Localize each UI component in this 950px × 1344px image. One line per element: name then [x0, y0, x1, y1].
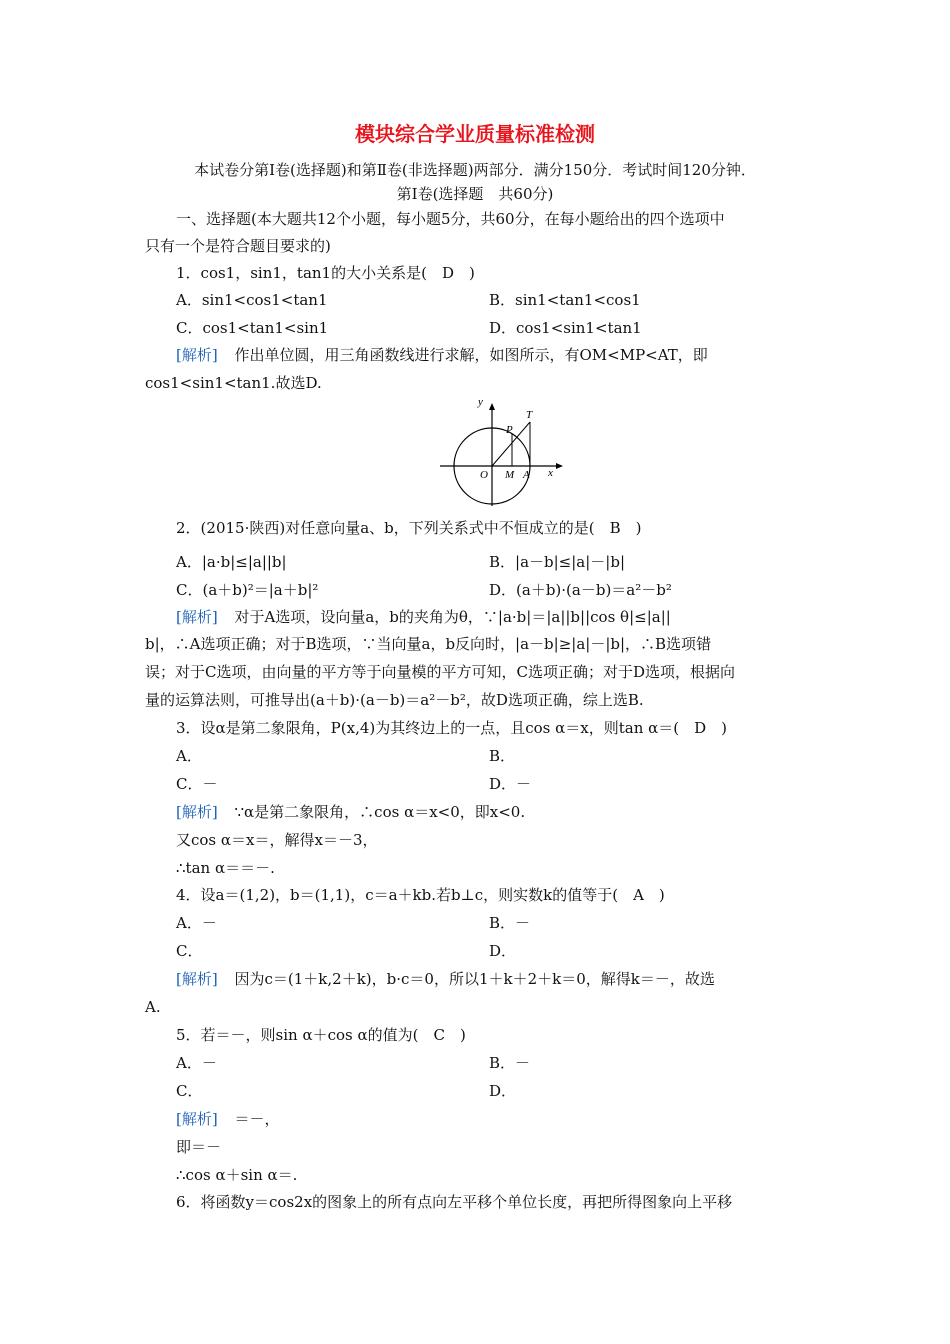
- q4-option-a: A．－: [176, 914, 217, 932]
- q1-analysis-text: 作出单位圆，用三角函数线进行求解，如图所示，有OM<MP<AT，即: [234, 346, 708, 364]
- q3-option-b: B．: [489, 747, 516, 765]
- label-a: A: [523, 469, 530, 481]
- q3-option-c: C．－: [176, 775, 218, 793]
- label-m: M: [505, 469, 515, 481]
- label-y: y: [478, 400, 483, 408]
- page-title: 模块综合学业质量标准检测: [355, 122, 595, 146]
- q4-analysis-line-2: A.: [145, 998, 161, 1016]
- q3-analysis-line-1: [176, 802, 525, 822]
- q2-option-d: D．(a＋b)·(a－b)＝a²－b²: [489, 581, 672, 599]
- q5-analysis-line-3: ∴cos α＋sin α＝.: [176, 1166, 298, 1184]
- q1-analysis-line-2: cos1<sin1<tan1.故选D.: [145, 374, 322, 392]
- exam-intro: 本试卷分第Ⅰ卷(选择题)和第Ⅱ卷(非选择题)两部分．满分150分．考试时间120分钟．: [194, 161, 756, 179]
- q3-analysis-line-3: ∴tan α＝＝－.: [176, 859, 275, 877]
- q2-analysis-line-4: 量的运算法则，可推导出(a＋b)·(a－b)＝a²－b²，故D选项正确，综上选B.: [145, 691, 644, 709]
- analysis-tag: [解析]: [176, 970, 218, 988]
- q4-stem: 4．设a＝(1,2)，b＝(1,1)，c＝a＋kb.若b⊥c，则实数k的值等于( A ): [176, 886, 665, 904]
- q2-stem: 2．(2015·陕西)对任意向量a、b，下列关系式中不恒成立的是( B ): [176, 519, 642, 537]
- q1-option-b: B．sin1<tan1<cos1: [489, 291, 641, 309]
- q1-option-c: C．cos1<tan1<sin1: [176, 319, 329, 337]
- q2-option-c: C．(a＋b)²＝|a＋b|²: [176, 581, 319, 599]
- q3-option-a: A．: [176, 747, 202, 765]
- q3-option-d: D．－: [489, 775, 532, 793]
- q4-option-c: C．: [176, 942, 203, 960]
- q2-analysis-line-2: b|，∴A选项正确；对于B选项，∵当向量a，b反向时，|a－b|≥|a|－|b|，∴B选项错: [145, 635, 712, 653]
- unit-circle-figure: [438, 400, 568, 508]
- q5-analysis-line-1: [176, 1109, 280, 1129]
- q1-stem: 1．cos1，sin1，tan1的大小关系是( D ): [176, 264, 475, 282]
- q5-analysis-text: ＝－，: [234, 1110, 280, 1128]
- analysis-tag: [解析]: [176, 346, 218, 364]
- analysis-tag: [解析]: [176, 608, 218, 626]
- section-heading: 第Ⅰ卷(选择题 共60分): [396, 185, 554, 203]
- q5-option-b: B．－: [489, 1054, 531, 1072]
- q5-option-d: D．: [489, 1082, 517, 1100]
- q3-analysis-line-2: 又cos α＝x＝，解得x＝－3，: [176, 831, 378, 849]
- x-axis-arrow: [556, 463, 563, 469]
- q1-analysis-line-1: [176, 345, 708, 365]
- q6-stem: 6．将函数y＝cos2x的图象上的所有点向左平移个单位长度，再把所得图象向上平移: [176, 1193, 733, 1211]
- q4-option-b: B．－: [489, 914, 531, 932]
- q4-analysis-text: 因为c＝(1＋k,2＋k)，b·c＝0，所以1＋k＋2＋k＝0，解得k＝－，故选: [234, 970, 715, 988]
- q2-option-b: B．|a－b|≤|a|－|b|: [489, 553, 626, 571]
- label-o: O: [480, 469, 488, 481]
- q1-option-d: D．cos1<sin1<tan1: [489, 319, 642, 337]
- q3-analysis-text: ∵α是第二象限角，∴cos α＝x<0，即x<0.: [234, 803, 526, 821]
- q2-analysis-text: 对于A选项，设向量a，b的夹角为θ，∵|a·b|＝|a||b||cos θ|≤|a||: [234, 608, 671, 626]
- q5-option-a: A．－: [176, 1054, 217, 1072]
- label-t: T: [526, 409, 533, 421]
- analysis-tag: [解析]: [176, 1110, 218, 1128]
- q5-analysis-line-2: 即＝－: [176, 1138, 222, 1156]
- label-p: P: [506, 424, 513, 436]
- q1-option-a: A．sin1<cos1<tan1: [176, 291, 328, 309]
- q2-option-a: A．|a·b|≤|a||b|: [176, 553, 287, 571]
- q4-analysis-line-1: [176, 969, 715, 989]
- q3-stem: 3．设α是第二象限角，P(x,4)为其终边上的一点，且cos α＝x，则tan α＝( D ): [176, 719, 727, 737]
- instructions-line-1: 一、选择题(本大题共12个小题，每小题5分，共60分，在每小题给出的四个选项中: [176, 210, 725, 228]
- q4-option-d: D．: [489, 942, 517, 960]
- label-x: x: [548, 467, 553, 479]
- q2-analysis-line-1: [176, 607, 671, 627]
- q5-stem: 5．若＝－，则sin α＋cos α的值为( C ): [176, 1026, 466, 1044]
- q5-option-c: C．: [176, 1082, 203, 1100]
- q2-analysis-line-3: 误；对于C选项，由向量的平方等于向量模的平方可知，C选项正确；对于D选项，根据向: [145, 663, 735, 681]
- y-axis-arrow: [489, 403, 495, 410]
- instructions-line-2: 只有一个是符合题目要求的): [145, 237, 331, 255]
- analysis-tag: [解析]: [176, 803, 218, 821]
